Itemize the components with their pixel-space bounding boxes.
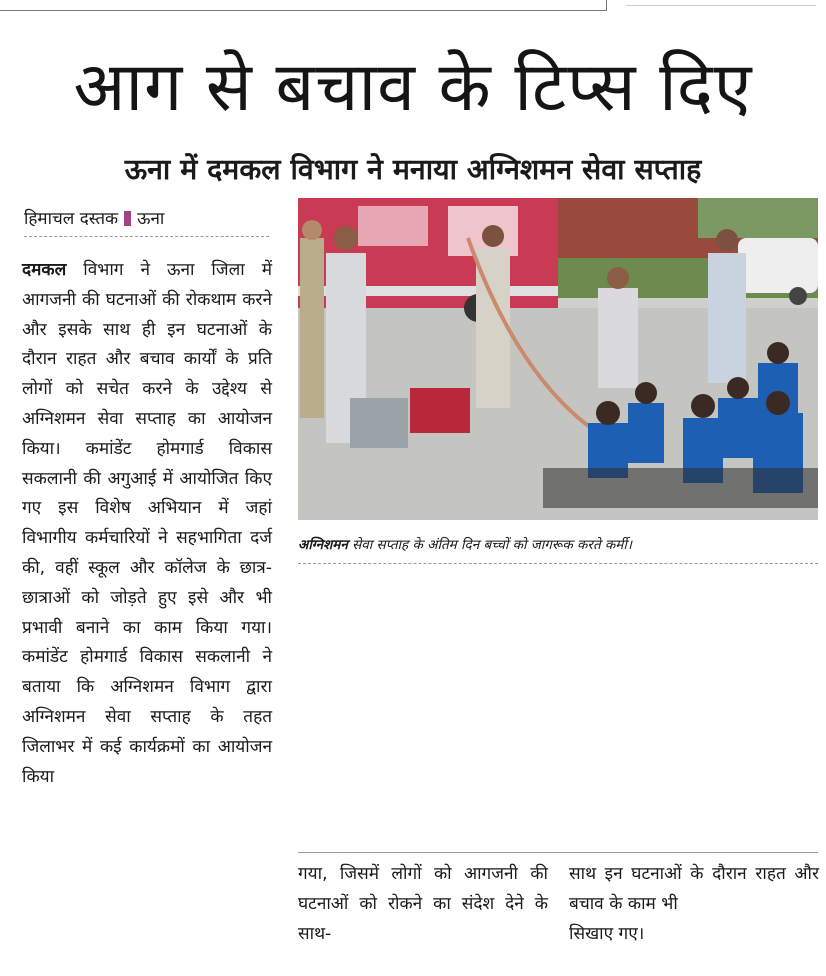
article-body-right-column bbox=[569, 860, 819, 949]
column-divider bbox=[298, 852, 818, 853]
byline-separator-mark bbox=[124, 211, 131, 226]
photo-caption-text: सेवा सप्ताह के अंतिम दिन बच्चों को जागरूक करते कर्मी। bbox=[352, 537, 632, 553]
subheadline: ऊना में दमकल विभाग ने मनाया अग्निशमन सेवा सप्ताह bbox=[124, 153, 702, 186]
previous-article-border bbox=[0, 0, 607, 11]
byline-location: ऊना bbox=[137, 209, 165, 229]
photo-illustration bbox=[298, 198, 818, 520]
article-body-left-column bbox=[22, 256, 272, 792]
byline-source: हिमाचल दस्तक bbox=[24, 209, 119, 229]
article-lead-word: दमकल bbox=[22, 260, 67, 280]
byline bbox=[24, 204, 269, 237]
article-body-left-text: विभाग ने ऊना जिला में आगजनी की घटनाओं की रोकथाम करने और इसके साथ ही इन घटनाओं के दौरान राहत और बचाव कार्यों के प्रति लोगों को सचेत करने के उद्देश्य से अग्निशमन सेवा सप्ताह का आयोजन किया। कमांडेंट होमगार्ड विकास सकलानी की अगुआई में आयोजित किए गए इस विशेष अभियान में जहां विभागीय कर्मचारियों ने सहभागिता दर्ज की, वहीं स्कूल और कॉलेज के छात्र-छात्राओं को जोड़ते हुए इसे और भी प्रभावी बनाने का काम किया गया। कमांडेंट होमगार्ड विकास सकलानी ने बताया कि अग्निशमन विभाग द्वारा अग्निशमन सेवा सप्ताह के तहत जिलाभर में कई कार्यक्रमों का आयोजन किया bbox=[22, 260, 272, 787]
adjacent-column-edge bbox=[626, 0, 816, 6]
article-body-middle-column: गया, जिसमें लोगों को आगजनी की घटनाओं को रोकने का संदेश देने के साथ- bbox=[298, 864, 548, 944]
photo-caption bbox=[298, 534, 818, 556]
photo-caption-lead: अग्निशमन bbox=[298, 537, 348, 553]
article-body-right-text: साथ इन घटनाओं के दौरान राहत और बचाव के काम भी bbox=[569, 864, 819, 914]
headline: आग से बचाव के टिप्स दिए bbox=[73, 48, 753, 127]
news-photo bbox=[298, 198, 818, 520]
article-body-right-last-line: सिखाए गए। bbox=[569, 923, 645, 944]
caption-divider bbox=[298, 563, 818, 564]
